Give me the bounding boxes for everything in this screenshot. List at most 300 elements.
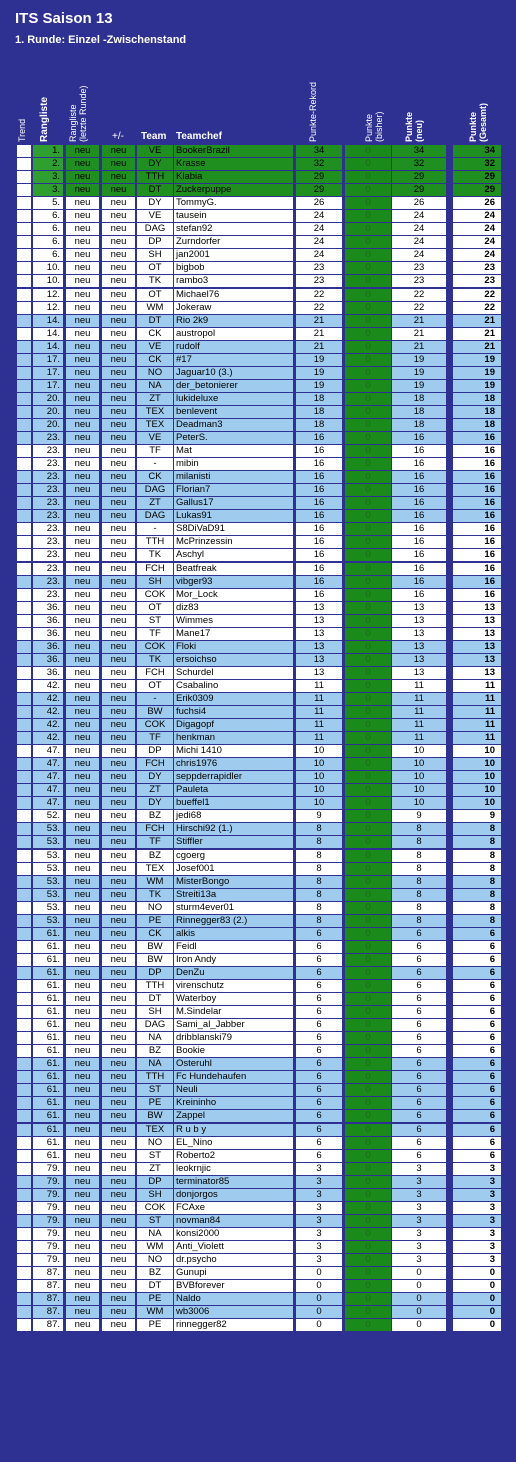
bisher-cell: 0 — [345, 549, 391, 561]
trend-cell — [17, 249, 31, 261]
rekord-cell: 6 — [296, 1032, 342, 1044]
rekord-cell: 34 — [296, 145, 342, 157]
team-cell: TTH — [137, 171, 173, 183]
gesamt-cell: 13 — [453, 615, 501, 627]
prev-rank-cell: neu — [66, 797, 99, 809]
teamchef-cell: bigbob — [174, 262, 293, 274]
rekord-cell: 3 — [296, 1189, 342, 1201]
team-cell: VE — [137, 432, 173, 444]
bisher-cell: 0 — [345, 275, 391, 287]
gesamt-cell: 0 — [453, 1319, 501, 1331]
rekord-cell: 16 — [296, 458, 342, 470]
bisher-cell: 0 — [345, 745, 391, 757]
neu-cell: 13 — [392, 615, 446, 627]
gesamt-cell: 13 — [453, 654, 501, 666]
neu-cell: 6 — [392, 1084, 446, 1096]
prev-rank-cell: neu — [66, 1058, 99, 1070]
neu-cell: 11 — [392, 732, 446, 744]
gesamt-cell: 34 — [453, 145, 501, 157]
trend-cell — [17, 967, 31, 979]
gesamt-cell: 6 — [453, 1006, 501, 1018]
gesamt-cell: 6 — [453, 1097, 501, 1109]
bisher-cell: 0 — [345, 406, 391, 418]
prev-rank-cell: neu — [66, 158, 99, 170]
neu-cell: 3 — [392, 1228, 446, 1240]
table-row — [0, 497, 516, 510]
teamchef-cell: BVBforever — [174, 1280, 293, 1292]
table-row — [0, 1319, 516, 1332]
rekord-cell: 8 — [296, 823, 342, 835]
prev-rank-cell: neu — [66, 1150, 99, 1162]
gesamt-cell: 16 — [453, 445, 501, 457]
plusminus-cell: neu — [102, 641, 135, 653]
rank-cell: 17. — [33, 367, 63, 379]
gesamt-cell: 0 — [453, 1306, 501, 1318]
teamchef-cell: Neuli — [174, 1084, 293, 1096]
trend-cell — [17, 289, 31, 301]
team-cell: TF — [137, 445, 173, 457]
rekord-cell: 22 — [296, 289, 342, 301]
rekord-cell: 6 — [296, 1084, 342, 1096]
team-cell: DP — [137, 745, 173, 757]
neu-cell: 16 — [392, 497, 446, 509]
team-cell: TEX — [137, 419, 173, 431]
gesamt-cell: 16 — [453, 484, 501, 496]
trend-cell — [17, 1124, 31, 1136]
teamchef-cell: Bookie — [174, 1045, 293, 1057]
gesamt-cell: 0 — [453, 1267, 501, 1279]
bisher-cell: 0 — [345, 315, 391, 327]
gesamt-cell: 10 — [453, 758, 501, 770]
gesamt-cell: 8 — [453, 863, 501, 875]
plusminus-cell: neu — [102, 1306, 135, 1318]
teamchef-cell: Kreininho — [174, 1097, 293, 1109]
header-team: Team — [141, 131, 167, 142]
trend-cell — [17, 393, 31, 405]
table-row — [0, 628, 516, 641]
gesamt-cell: 9 — [453, 810, 501, 822]
plusminus-cell: neu — [102, 863, 135, 875]
prev-rank-cell: neu — [66, 1071, 99, 1083]
team-cell: DAG — [137, 510, 173, 522]
neu-cell: 0 — [392, 1267, 446, 1279]
page-title: ITS Saison 13 — [15, 10, 113, 27]
trend-cell — [17, 1032, 31, 1044]
table-row — [0, 445, 516, 458]
teamchef-cell: Josef001 — [174, 863, 293, 875]
rank-cell: 53. — [33, 836, 63, 848]
gesamt-cell: 16 — [453, 497, 501, 509]
trend-cell — [17, 563, 31, 575]
plusminus-cell: neu — [102, 484, 135, 496]
neu-cell: 6 — [392, 1045, 446, 1057]
header-neu — [404, 112, 424, 142]
team-cell: DT — [137, 1280, 173, 1292]
bisher-cell: 0 — [345, 654, 391, 666]
plusminus-cell: neu — [102, 823, 135, 835]
team-cell: TF — [137, 732, 173, 744]
prev-rank-cell: neu — [66, 693, 99, 705]
team-cell: TK — [137, 889, 173, 901]
rank-cell: 42. — [33, 719, 63, 731]
table-row — [0, 602, 516, 615]
prev-rank-cell: neu — [66, 1189, 99, 1201]
rekord-cell: 21 — [296, 328, 342, 340]
rank-cell: 10. — [33, 262, 63, 274]
teamchef-cell: Florian7 — [174, 484, 293, 496]
gesamt-cell: 8 — [453, 915, 501, 927]
rank-cell: 61. — [33, 1150, 63, 1162]
rekord-cell: 6 — [296, 1071, 342, 1083]
bisher-cell: 0 — [345, 1019, 391, 1031]
plusminus-cell: neu — [102, 1137, 135, 1149]
table-row — [0, 954, 516, 967]
table-row — [0, 1006, 516, 1019]
gesamt-cell: 24 — [453, 249, 501, 261]
table-row — [0, 549, 516, 562]
teamchef-cell: virenschutz — [174, 980, 293, 992]
team-cell: PE — [137, 1319, 173, 1331]
table-row — [0, 223, 516, 236]
rekord-cell: 13 — [296, 654, 342, 666]
team-cell: VE — [137, 210, 173, 222]
neu-cell: 11 — [392, 693, 446, 705]
rank-cell: 53. — [33, 902, 63, 914]
plusminus-cell: neu — [102, 732, 135, 744]
trend-cell — [17, 1319, 31, 1331]
neu-cell: 11 — [392, 706, 446, 718]
plusminus-cell: neu — [102, 1267, 135, 1279]
gesamt-cell: 8 — [453, 823, 501, 835]
rekord-cell: 6 — [296, 954, 342, 966]
gesamt-cell: 16 — [453, 523, 501, 535]
bisher-cell: 0 — [345, 1150, 391, 1162]
neu-cell: 13 — [392, 654, 446, 666]
prev-rank-cell: neu — [66, 249, 99, 261]
rank-cell: 20. — [33, 419, 63, 431]
rekord-cell: 16 — [296, 510, 342, 522]
table-row — [0, 993, 516, 1006]
bisher-cell: 0 — [345, 667, 391, 679]
team-cell: CK — [137, 928, 173, 940]
rank-cell: 36. — [33, 615, 63, 627]
rekord-cell: 29 — [296, 171, 342, 183]
rekord-cell: 32 — [296, 158, 342, 170]
prev-rank-cell: neu — [66, 549, 99, 561]
teamchef-cell: Stiffler — [174, 836, 293, 848]
neu-cell: 9 — [392, 810, 446, 822]
bisher-cell: 0 — [345, 1124, 391, 1136]
trend-cell — [17, 419, 31, 431]
rank-cell: 61. — [33, 993, 63, 1005]
rank-cell: 12. — [33, 289, 63, 301]
gesamt-cell: 16 — [453, 576, 501, 588]
trend-cell — [17, 1254, 31, 1266]
neu-cell: 6 — [392, 967, 446, 979]
rekord-cell: 13 — [296, 667, 342, 679]
plusminus-cell: neu — [102, 341, 135, 353]
rank-cell: 23. — [33, 510, 63, 522]
trend-cell — [17, 1058, 31, 1070]
neu-cell: 8 — [392, 823, 446, 835]
trend-cell — [17, 654, 31, 666]
prev-rank-cell: neu — [66, 758, 99, 770]
prev-rank-cell: neu — [66, 667, 99, 679]
trend-cell — [17, 354, 31, 366]
gesamt-cell: 3 — [453, 1163, 501, 1175]
table-row — [0, 393, 516, 406]
rekord-cell: 13 — [296, 602, 342, 614]
plusminus-cell: neu — [102, 1241, 135, 1253]
team-cell: WM — [137, 1306, 173, 1318]
rekord-cell: 0 — [296, 1267, 342, 1279]
table-row — [0, 706, 516, 719]
table-row — [0, 354, 516, 367]
rank-cell: 17. — [33, 380, 63, 392]
rekord-cell: 0 — [296, 1293, 342, 1305]
trend-cell — [17, 771, 31, 783]
table-row — [0, 210, 516, 223]
gesamt-cell: 3 — [453, 1215, 501, 1227]
plusminus-cell: neu — [102, 445, 135, 457]
team-cell: TEX — [137, 863, 173, 875]
teamchef-cell: Zurndorfer — [174, 236, 293, 248]
rank-cell: 23. — [33, 484, 63, 496]
plusminus-cell: neu — [102, 1150, 135, 1162]
plusminus-cell: neu — [102, 1228, 135, 1240]
table-row — [0, 1189, 516, 1202]
gesamt-cell: 21 — [453, 328, 501, 340]
bisher-cell: 0 — [345, 1071, 391, 1083]
rank-cell: 23. — [33, 432, 63, 444]
trend-cell — [17, 980, 31, 992]
standings-table — [0, 145, 516, 1332]
plusminus-cell: neu — [102, 497, 135, 509]
neu-cell: 8 — [392, 902, 446, 914]
gesamt-cell: 22 — [453, 289, 501, 301]
table-row — [0, 902, 516, 915]
neu-cell: 6 — [392, 1019, 446, 1031]
table-row — [0, 302, 516, 315]
neu-cell: 10 — [392, 797, 446, 809]
team-cell: OT — [137, 289, 173, 301]
neu-cell: 16 — [392, 484, 446, 496]
rank-cell: 47. — [33, 771, 63, 783]
team-cell: FCH — [137, 758, 173, 770]
rank-cell: 3. — [33, 171, 63, 183]
bisher-cell: 0 — [345, 1045, 391, 1057]
teamchef-cell: Feidl — [174, 941, 293, 953]
trend-cell — [17, 667, 31, 679]
plusminus-cell: neu — [102, 354, 135, 366]
prev-rank-cell: neu — [66, 1045, 99, 1057]
bisher-cell: 0 — [345, 1280, 391, 1292]
table-row — [0, 367, 516, 380]
bisher-cell: 0 — [345, 1293, 391, 1305]
bisher-cell: 0 — [345, 967, 391, 979]
trend-cell — [17, 1019, 31, 1031]
teamchef-cell: Aschyl — [174, 549, 293, 561]
neu-cell: 3 — [392, 1202, 446, 1214]
gesamt-cell: 6 — [453, 954, 501, 966]
neu-cell: 16 — [392, 563, 446, 575]
teamchef-cell: dribblanski79 — [174, 1032, 293, 1044]
prev-rank-cell: neu — [66, 850, 99, 862]
plusminus-cell: neu — [102, 510, 135, 522]
bisher-cell: 0 — [345, 771, 391, 783]
trend-cell — [17, 1306, 31, 1318]
table-row — [0, 758, 516, 771]
gesamt-cell: 19 — [453, 380, 501, 392]
rank-cell: 61. — [33, 1045, 63, 1057]
rank-cell: 14. — [33, 315, 63, 327]
rank-cell: 17. — [33, 354, 63, 366]
teamchef-cell: Mor_Lock — [174, 589, 293, 601]
plusminus-cell: neu — [102, 1202, 135, 1214]
bisher-cell: 0 — [345, 197, 391, 209]
plusminus-cell: neu — [102, 693, 135, 705]
table-row — [0, 236, 516, 249]
teamchef-cell: henkman — [174, 732, 293, 744]
rekord-cell: 19 — [296, 380, 342, 392]
bisher-cell: 0 — [345, 1084, 391, 1096]
plusminus-cell: neu — [102, 771, 135, 783]
table-row — [0, 432, 516, 445]
bisher-cell: 0 — [345, 1137, 391, 1149]
plusminus-cell: neu — [102, 1019, 135, 1031]
plusminus-cell: neu — [102, 1110, 135, 1122]
plusminus-cell: neu — [102, 328, 135, 340]
neu-cell: 16 — [392, 576, 446, 588]
prev-rank-cell: neu — [66, 732, 99, 744]
rank-cell: 53. — [33, 863, 63, 875]
teamchef-cell: chris1976 — [174, 758, 293, 770]
prev-rank-cell: neu — [66, 1163, 99, 1175]
table-row — [0, 771, 516, 784]
gesamt-cell: 22 — [453, 302, 501, 314]
trend-cell — [17, 797, 31, 809]
gesamt-cell: 18 — [453, 406, 501, 418]
prev-rank-cell: neu — [66, 471, 99, 483]
trend-cell — [17, 732, 31, 744]
teamchef-cell: seppderrapidler — [174, 771, 293, 783]
bisher-cell: 0 — [345, 706, 391, 718]
bisher-cell: 0 — [345, 732, 391, 744]
bisher-cell: 0 — [345, 928, 391, 940]
rekord-cell: 3 — [296, 1202, 342, 1214]
rekord-cell: 16 — [296, 497, 342, 509]
table-row — [0, 732, 516, 745]
rekord-cell: 19 — [296, 354, 342, 366]
trend-cell — [17, 197, 31, 209]
prev-rank-cell: neu — [66, 262, 99, 274]
bisher-cell: 0 — [345, 836, 391, 848]
prev-rank-cell: neu — [66, 497, 99, 509]
bisher-cell: 0 — [345, 719, 391, 731]
rank-cell: 87. — [33, 1306, 63, 1318]
neu-cell: 10 — [392, 758, 446, 770]
rank-cell: 20. — [33, 406, 63, 418]
plusminus-cell: neu — [102, 171, 135, 183]
rank-cell: 61. — [33, 967, 63, 979]
rank-cell: 53. — [33, 889, 63, 901]
teamchef-cell: TommyG. — [174, 197, 293, 209]
team-cell: BZ — [137, 1267, 173, 1279]
rank-cell: 79. — [33, 1163, 63, 1175]
trend-cell — [17, 928, 31, 940]
team-cell: TEX — [137, 1124, 173, 1136]
teamchef-cell: Naldo — [174, 1293, 293, 1305]
header-rekord: Punkte-Rekord — [308, 81, 318, 142]
teamchef-cell: Hirschi92 (1.) — [174, 823, 293, 835]
gesamt-cell: 23 — [453, 262, 501, 274]
team-cell: VE — [137, 341, 173, 353]
bisher-cell: 0 — [345, 576, 391, 588]
team-cell: BZ — [137, 810, 173, 822]
teamchef-cell: Jaguar10 (3.) — [174, 367, 293, 379]
neu-cell: 6 — [392, 1032, 446, 1044]
teamchef-cell: terminator85 — [174, 1176, 293, 1188]
rekord-cell: 24 — [296, 210, 342, 222]
trend-cell — [17, 576, 31, 588]
plusminus-cell: neu — [102, 876, 135, 888]
trend-cell — [17, 941, 31, 953]
table-row — [0, 1228, 516, 1241]
gesamt-cell: 10 — [453, 784, 501, 796]
trend-cell — [17, 1202, 31, 1214]
team-cell: DAG — [137, 223, 173, 235]
prev-rank-cell: neu — [66, 523, 99, 535]
table-row — [0, 406, 516, 419]
gesamt-cell: 0 — [453, 1293, 501, 1305]
trend-cell — [17, 536, 31, 548]
neu-cell: 16 — [392, 510, 446, 522]
table-row — [0, 1045, 516, 1058]
bisher-cell: 0 — [345, 380, 391, 392]
prev-rank-cell: neu — [66, 1267, 99, 1279]
neu-cell: 16 — [392, 458, 446, 470]
bisher-cell: 0 — [345, 1110, 391, 1122]
rekord-cell: 18 — [296, 406, 342, 418]
rank-cell: 87. — [33, 1319, 63, 1331]
neu-cell: 10 — [392, 745, 446, 757]
plusminus-cell: neu — [102, 1124, 135, 1136]
rekord-cell: 24 — [296, 236, 342, 248]
rekord-cell: 6 — [296, 1045, 342, 1057]
rank-cell: 23. — [33, 549, 63, 561]
plusminus-cell: neu — [102, 928, 135, 940]
rekord-cell: 8 — [296, 902, 342, 914]
teamchef-cell: Anti_Violett — [174, 1241, 293, 1253]
prev-rank-cell: neu — [66, 393, 99, 405]
trend-cell — [17, 810, 31, 822]
team-cell: PE — [137, 1293, 173, 1305]
team-cell: COK — [137, 589, 173, 601]
rekord-cell: 21 — [296, 315, 342, 327]
rank-cell: 6. — [33, 223, 63, 235]
teamchef-cell: dr.psycho — [174, 1254, 293, 1266]
plusminus-cell: neu — [102, 275, 135, 287]
trend-cell — [17, 680, 31, 692]
rank-cell: 23. — [33, 497, 63, 509]
gesamt-cell: 16 — [453, 458, 501, 470]
prev-rank-cell: neu — [66, 275, 99, 287]
neu-cell: 0 — [392, 1280, 446, 1292]
rank-cell: 61. — [33, 980, 63, 992]
rank-cell: 61. — [33, 1137, 63, 1149]
prev-rank-cell: neu — [66, 680, 99, 692]
neu-cell: 16 — [392, 432, 446, 444]
